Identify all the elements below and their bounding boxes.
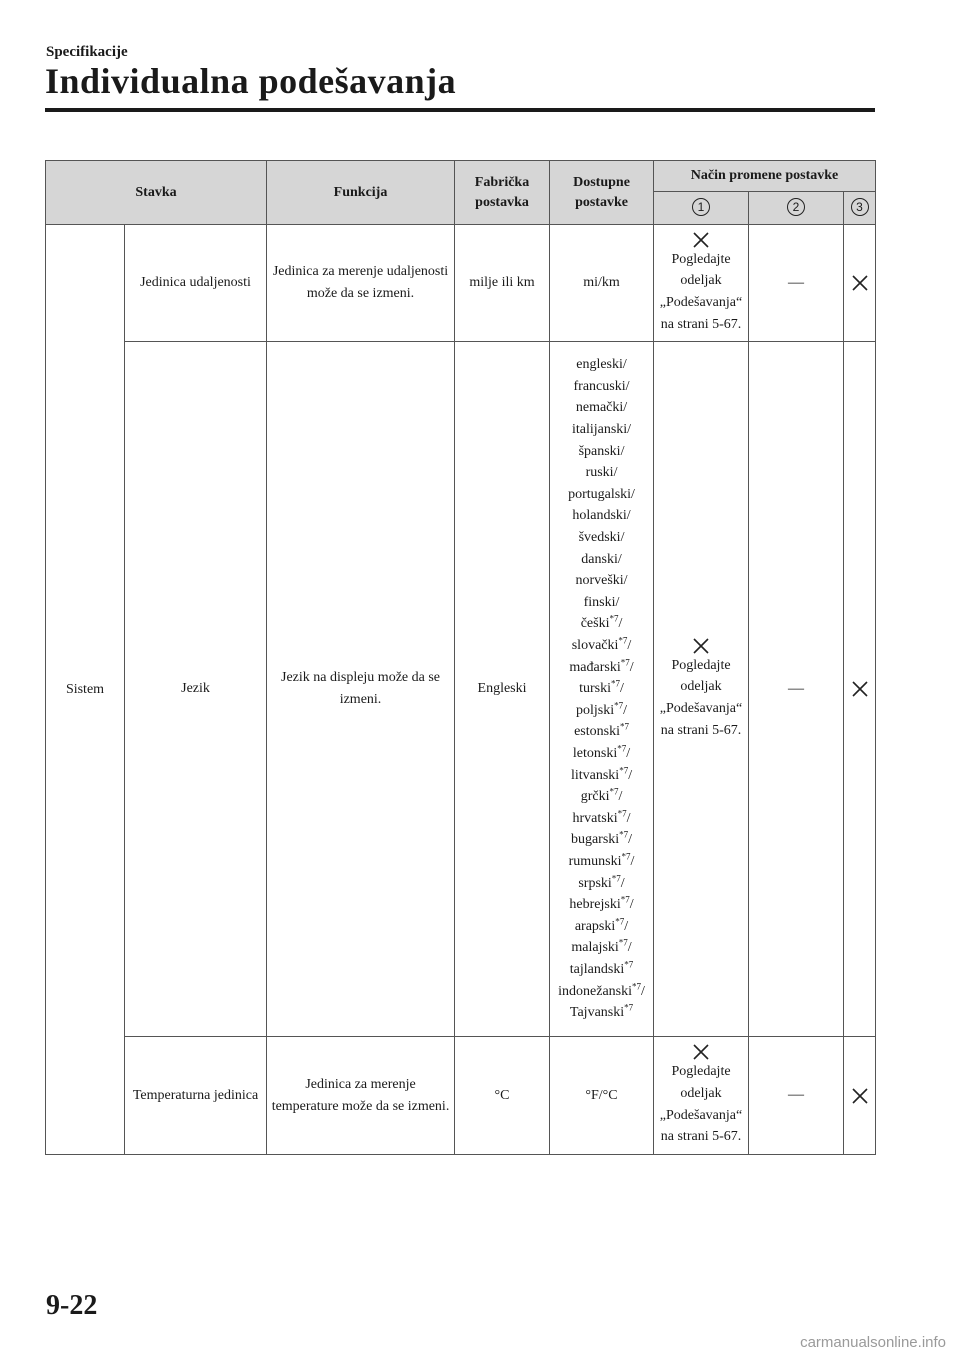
language-option: rumunski$^{*7}$/ bbox=[568, 851, 635, 869]
footnote-mark: *7 bbox=[619, 829, 629, 840]
footnote-mark: *7 bbox=[620, 656, 630, 667]
item-cell: Temperaturna jedinica bbox=[125, 1037, 267, 1155]
language-option: češki$^{*7}$/ bbox=[580, 613, 623, 632]
footnote-mark: *7 bbox=[624, 1002, 634, 1013]
footnote-mark: *7 bbox=[624, 959, 634, 970]
footnote-mark: *7 bbox=[619, 721, 629, 732]
not-available-icon bbox=[851, 680, 869, 698]
section-label: Specifikacije bbox=[46, 44, 128, 60]
language-list bbox=[554, 354, 649, 1023]
item-cell: Jedinica udaljenosti bbox=[125, 225, 267, 342]
footnote-mark: *7 bbox=[619, 764, 629, 775]
method-2-cell bbox=[749, 225, 844, 342]
language-option: holandski/ bbox=[572, 508, 631, 524]
header-method-2 bbox=[749, 192, 844, 225]
available-cell: mi/km bbox=[550, 225, 654, 342]
method-number-1: 1 bbox=[692, 198, 710, 216]
method-2-dash: — bbox=[788, 1086, 805, 1104]
language-option: srpski$^{*7}$/ bbox=[578, 872, 625, 891]
factory-cell: °C bbox=[455, 1037, 550, 1155]
header-available-settings: Dostupne postavke bbox=[550, 161, 654, 225]
method-2-cell bbox=[749, 342, 844, 1037]
not-available-icon bbox=[851, 274, 869, 292]
footnote-mark: *7 bbox=[618, 937, 628, 948]
language-option: engleski/ bbox=[576, 357, 627, 373]
not-available-icon bbox=[692, 1043, 710, 1061]
not-available-icon bbox=[851, 1087, 869, 1105]
method-3-cell bbox=[844, 342, 876, 1037]
footnote-mark: *7 bbox=[614, 700, 624, 711]
footnote-mark: *7 bbox=[617, 808, 627, 819]
method-3-cell bbox=[844, 225, 876, 342]
available-cell: °F/°C bbox=[550, 1037, 654, 1155]
footnote-mark: *7 bbox=[617, 743, 627, 754]
function-cell: Jezik na displeju može da se izmeni. bbox=[267, 342, 455, 1037]
language-option: slovački$^{*7}$/ bbox=[571, 635, 632, 654]
category-cell: Sistem bbox=[46, 225, 125, 1155]
function-cell: Jedinica za merenje temperature može da se izmeni. bbox=[267, 1037, 455, 1155]
method-2-dash: — bbox=[788, 273, 805, 291]
method-number-3: 3 bbox=[851, 198, 869, 216]
table-row bbox=[46, 1037, 876, 1155]
language-option: Tajvanski$^{*7}$ bbox=[569, 1002, 634, 1021]
watermark: carmanualsonline.info bbox=[800, 1334, 946, 1351]
header-function: Funkcija bbox=[267, 161, 455, 225]
language-option: norveški/ bbox=[575, 573, 628, 589]
language-option: malajski$^{*7}$/ bbox=[571, 937, 632, 956]
footnote-mark: *7 bbox=[620, 894, 630, 905]
header-method-1 bbox=[654, 192, 749, 225]
language-option: francuski/ bbox=[573, 378, 630, 394]
language-option: litvanski$^{*7}$/ bbox=[570, 764, 633, 783]
item-cell: Jezik bbox=[125, 342, 267, 1037]
footnote-mark: *7 bbox=[621, 851, 631, 862]
factory-cell: Engleski bbox=[455, 342, 550, 1037]
method-2-dash: — bbox=[788, 679, 805, 697]
footnote-mark: *7 bbox=[632, 980, 641, 991]
method-number-2: 2 bbox=[787, 198, 805, 216]
page-number: 9-22 bbox=[46, 1290, 98, 1321]
header-change-method: Način promene postavke bbox=[654, 161, 876, 192]
language-option: italijanski/ bbox=[571, 422, 632, 438]
method-1-cell bbox=[654, 1037, 749, 1155]
settings-table bbox=[45, 160, 876, 1155]
language-option: švedski/ bbox=[578, 530, 625, 546]
footnote-mark: *7 bbox=[615, 916, 625, 927]
language-option: tajlandski$^{*7}$ bbox=[569, 959, 634, 977]
language-option: danski/ bbox=[581, 551, 622, 567]
language-option: hrvatski$^{*7}$/ bbox=[572, 808, 631, 826]
language-option: letonski$^{*7}$/ bbox=[572, 743, 631, 761]
footnote-mark: *7 bbox=[611, 872, 621, 883]
header-item: Stavka bbox=[46, 161, 267, 225]
header-factory-setting: Fabrička postavka bbox=[455, 161, 550, 225]
table-row bbox=[46, 342, 876, 1037]
footnote-mark: *7 bbox=[611, 678, 621, 689]
header-method-3 bbox=[844, 192, 876, 225]
function-cell: Jedinica za merenje udaljenosti može da se izmeni. bbox=[267, 225, 455, 342]
language-option: hebrejski$^{*7}$/ bbox=[569, 894, 634, 913]
language-option: finski/ bbox=[583, 594, 620, 610]
language-option: bugarski$^{*7}$/ bbox=[570, 829, 633, 848]
factory-cell: milje ili km bbox=[455, 225, 550, 342]
language-option: indonežanski$^{*7}$/ bbox=[558, 980, 645, 999]
language-option: poljski$^{*7}$/ bbox=[576, 700, 628, 718]
language-option: turski$^{*7}$/ bbox=[579, 678, 624, 697]
language-option: arapski$^{*7}$/ bbox=[574, 916, 629, 934]
language-option: ruski/ bbox=[585, 465, 618, 481]
title-rule bbox=[45, 108, 875, 112]
not-available-icon bbox=[692, 637, 710, 655]
language-option: mađarski$^{*7}$/ bbox=[569, 656, 634, 675]
method-1-note: Pogledajte odeljak „Podešavanja“ na strani 5-67. bbox=[659, 1064, 743, 1145]
method-2-cell bbox=[749, 1037, 844, 1155]
language-option: nemački/ bbox=[575, 400, 628, 416]
page-title: Individualna podešavanja bbox=[45, 61, 457, 101]
method-1-cell bbox=[654, 342, 749, 1037]
footnote-mark: *7 bbox=[618, 635, 628, 646]
method-3-cell bbox=[844, 1037, 876, 1155]
language-option: estonski$^{*7}$ bbox=[574, 721, 629, 740]
footnote-mark: *7 bbox=[609, 613, 619, 624]
footnote-mark: *7 bbox=[609, 786, 619, 797]
method-1-cell bbox=[654, 225, 749, 342]
method-1-note: Pogledajte odeljak „Podešavanja“ na strani 5-67. bbox=[659, 657, 743, 738]
available-cell bbox=[550, 342, 654, 1037]
not-available-icon bbox=[692, 231, 710, 249]
language-option: grčki$^{*7}$/ bbox=[580, 786, 623, 805]
table-row bbox=[46, 225, 876, 342]
method-1-note: Pogledajte odeljak „Podešavanja“ na strani 5-67. bbox=[659, 251, 743, 332]
language-option: španski/ bbox=[578, 443, 625, 459]
language-option: portugalski/ bbox=[568, 486, 635, 502]
